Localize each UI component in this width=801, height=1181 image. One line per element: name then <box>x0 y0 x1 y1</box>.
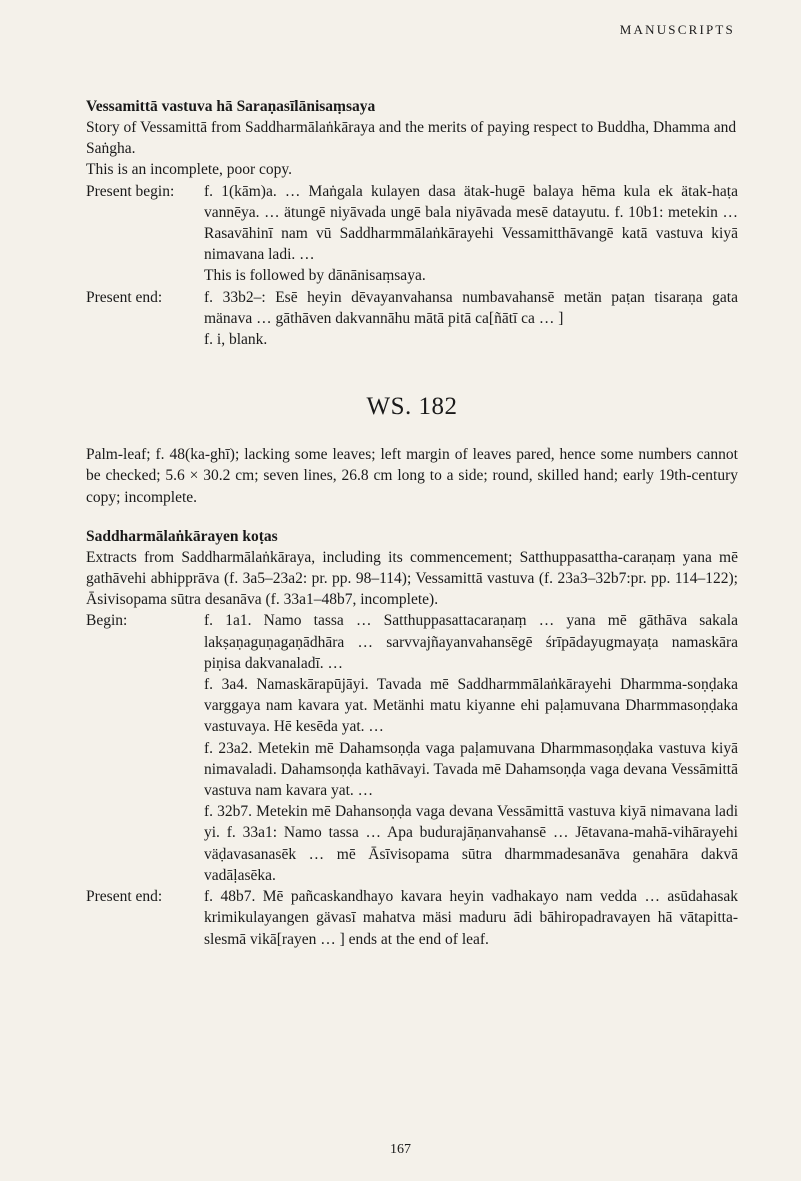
field-label: Present end: <box>86 288 163 306</box>
field-value <box>204 886 738 950</box>
begin-text: f. 23a2. Metekin mē Dahamsoṇḍa vaga paḷamuvana Dharmmasoṇḍaka vastuva kiyā nimavaladi. Dahamsoṇḍa kathāvayi. Tavada mē Dahamsoṇḍa vaga devana Vessāmittā vastuva nam kavara yat. … <box>204 739 738 800</box>
begin-text: f. 3a4. Namaskārapūjāyi. Tavada mē Saddharmmālaṅkārayehi Dharmma-soṇḍaka varggaya nam kavara yat. Metänhi matu kiyanne ehi paḷamuvana Dharmmasoṇḍaka vastuvaya. Hē kesēda yat. … <box>204 676 738 736</box>
entry-description: Extracts from Saddharmālaṅkāraya, including its commencement; Satthuppasattha-caraṇaṃ yana mē gathāvehi abhipprāva (f. 3a5–23a2: pr. pp. 98–114); Vessamittā vastuva (f. 23a3–32b7:pr. pp. 114–122); Āsivisopama sūtra desanāva (f. 33a1–48b7, incomplete). <box>86 548 738 609</box>
field-value <box>204 287 738 351</box>
begin-field <box>86 610 738 886</box>
field-label: Present end: <box>86 888 163 906</box>
page-content <box>86 96 738 950</box>
field-label: Begin: <box>86 612 128 630</box>
begin-text: f. 1(kām)a. … Maṅgala kulayen dasa ätak-hugē balaya hēma kula ek ätak-haṭa vannēya. … ätungē niyāvada ungē bala niyāvada mesē datayutu. f. 10b1: metekin … Rasavāhinī nam vū Saddharmmālaṅkārayehi Vessamitthāvangē katā vastuva kiyā nimavana ladi. … <box>204 182 738 264</box>
entry-description: Story of Vessamittā from Saddharmālaṅkāraya and the merits of paying respect to Buddha, Dhamma and Saṅgha. <box>86 119 737 158</box>
end-note: f. i, blank. <box>204 331 268 349</box>
manuscript-description: Palm-leaf; f. 48(ka-ghī); lacking some leaves; left margin of leaves pared, hence some numbers cannot be checked; 5.6 × 30.2 cm; seven lines, 26.8 cm long to a side; round, skilled hand; early 19th-century copy; incomplete. <box>86 446 738 506</box>
present-end-field <box>86 287 738 351</box>
begin-note: This is followed by dānānisaṃsaya. <box>204 267 426 285</box>
begin-text: f. 1a1. Namo tassa … Satthuppasattacaraṇaṃ … yana mē gāthāva sakala lakṣaṇaguṇagaṇādhāra … sarvvajñayanvahansēgē śrīpādayugmayaṭa namaskāra piṇisa dakvanaladī. … <box>204 612 738 672</box>
entry-title-saddharmalankara: Saddharmālaṅkārayen koṭas <box>86 527 278 545</box>
present-end-field <box>86 886 738 950</box>
end-text: f. 48b7. Mē pañcaskandhayo kavara heyin vadhakayo nam vedda … asūdahasak krimikulayangen gävasī mahatva mäsi maduru ādi bāhiropadravayen hā vātapitta-slesmā vikā[rayen … ] ends at the end of leaf. <box>204 888 738 948</box>
field-value <box>204 181 738 287</box>
running-head: MANUSCRIPTS <box>619 22 735 37</box>
end-text: f. 33b2–: Esē heyin dēvayanvahansa numbavahansē metän paṭan tisaraṇa gata mänava … gāthāven dakvannāhu mātā pitā ca[ñātī ca … ] <box>204 288 738 327</box>
begin-text: f. 32b7. Metekin mē Dahansoṇḍa vaga devana Vessāmittā vastuva kiyā nimavana ladi yi. f. 33a1: Namo tassa … Apa budurajāṇanvahansē … Jētavana-mahā-vihārayehi väḍavasanasēk … mē Āsīvisopama sūtra dharmmadesanāva genahāra dakvā vadāḷasēka. <box>204 803 738 884</box>
entry-title-vessamitta: Vessamittā vastuva hā Saraṇasīlānisaṃsaya <box>86 98 376 115</box>
present-begin-field <box>86 181 738 287</box>
page-number: 167 <box>390 1142 411 1157</box>
entry-condition: This is an incomplete, poor copy. <box>86 161 293 179</box>
manuscript-heading: WS. 182 <box>366 393 458 421</box>
field-value <box>204 610 738 886</box>
field-label: Present begin: <box>86 182 175 200</box>
